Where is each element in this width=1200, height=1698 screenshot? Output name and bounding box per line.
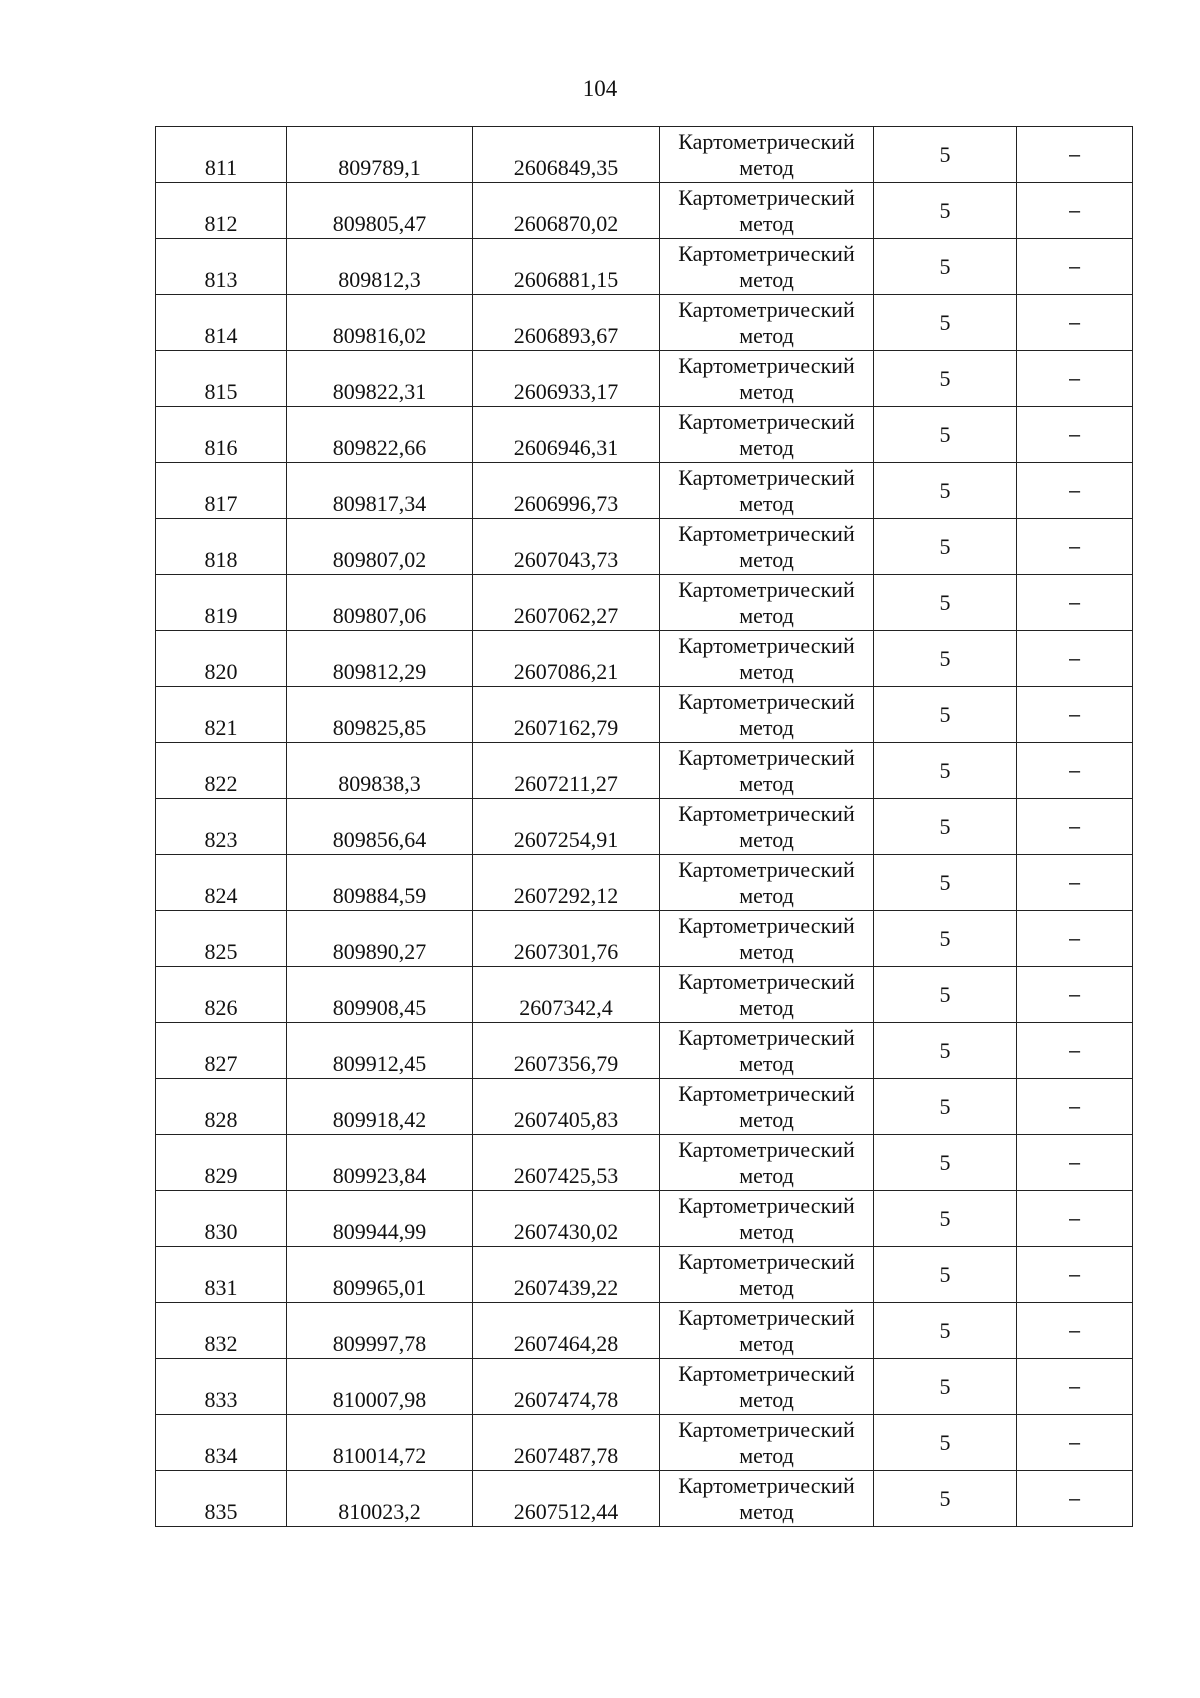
point-number-cell: 814 bbox=[156, 295, 287, 351]
table-row bbox=[156, 687, 1133, 743]
table-row bbox=[156, 1303, 1133, 1359]
method-label-line2: метод bbox=[739, 1498, 794, 1524]
method-cell bbox=[660, 1247, 874, 1303]
x-coordinate-cell: 809789,1 bbox=[287, 127, 473, 183]
y-coordinate-cell: 2607425,53 bbox=[473, 1135, 660, 1191]
method-cell bbox=[660, 855, 874, 911]
method-cell bbox=[660, 743, 874, 799]
method-cell bbox=[660, 239, 874, 295]
accuracy-cell: 5 bbox=[874, 519, 1017, 575]
table-row bbox=[156, 295, 1133, 351]
y-coordinate-cell: 2606893,67 bbox=[473, 295, 660, 351]
accuracy-cell: 5 bbox=[874, 799, 1017, 855]
method-label-line2: метод bbox=[739, 1050, 794, 1076]
method-label-line1: Картометрический bbox=[678, 408, 855, 434]
method-label-line2: метод bbox=[739, 1162, 794, 1188]
table-row bbox=[156, 239, 1133, 295]
accuracy-cell: 5 bbox=[874, 1359, 1017, 1415]
method-label-line1: Картометрический bbox=[678, 856, 855, 882]
y-coordinate-cell: 2606946,31 bbox=[473, 407, 660, 463]
table-row bbox=[156, 855, 1133, 911]
note-cell: – bbox=[1017, 631, 1133, 687]
y-coordinate-cell: 2607405,83 bbox=[473, 1079, 660, 1135]
y-coordinate-cell: 2606849,35 bbox=[473, 127, 660, 183]
method-cell bbox=[660, 519, 874, 575]
accuracy-cell: 5 bbox=[874, 911, 1017, 967]
method-label-line2: метод bbox=[739, 826, 794, 852]
y-coordinate-cell: 2607487,78 bbox=[473, 1415, 660, 1471]
point-number-cell: 833 bbox=[156, 1359, 287, 1415]
point-number-cell: 824 bbox=[156, 855, 287, 911]
x-coordinate-cell: 809918,42 bbox=[287, 1079, 473, 1135]
point-number-cell: 823 bbox=[156, 799, 287, 855]
point-number-cell: 831 bbox=[156, 1247, 287, 1303]
x-coordinate-cell: 810023,2 bbox=[287, 1471, 473, 1527]
accuracy-cell: 5 bbox=[874, 239, 1017, 295]
note-cell: – bbox=[1017, 295, 1133, 351]
method-label-line2: метод bbox=[739, 938, 794, 964]
x-coordinate-cell: 809908,45 bbox=[287, 967, 473, 1023]
accuracy-cell: 5 bbox=[874, 855, 1017, 911]
method-cell bbox=[660, 295, 874, 351]
method-label-line2: метод bbox=[739, 714, 794, 740]
method-cell bbox=[660, 463, 874, 519]
y-coordinate-cell: 2607474,78 bbox=[473, 1359, 660, 1415]
point-number-cell: 813 bbox=[156, 239, 287, 295]
accuracy-cell: 5 bbox=[874, 1415, 1017, 1471]
method-label-line2: метод bbox=[739, 602, 794, 628]
method-cell bbox=[660, 1471, 874, 1527]
method-cell bbox=[660, 1135, 874, 1191]
y-coordinate-cell: 2607342,4 bbox=[473, 967, 660, 1023]
x-coordinate-cell: 809805,47 bbox=[287, 183, 473, 239]
accuracy-cell: 5 bbox=[874, 575, 1017, 631]
table-row bbox=[156, 1247, 1133, 1303]
method-label-line1: Картометрический bbox=[678, 632, 855, 658]
table-row bbox=[156, 463, 1133, 519]
y-coordinate-cell: 2607292,12 bbox=[473, 855, 660, 911]
x-coordinate-cell: 809822,31 bbox=[287, 351, 473, 407]
method-label-line2: метод bbox=[739, 994, 794, 1020]
method-label-line2: метод bbox=[739, 1106, 794, 1132]
note-cell: – bbox=[1017, 519, 1133, 575]
accuracy-cell: 5 bbox=[874, 1471, 1017, 1527]
note-cell: – bbox=[1017, 1079, 1133, 1135]
x-coordinate-cell: 810007,98 bbox=[287, 1359, 473, 1415]
point-number-cell: 816 bbox=[156, 407, 287, 463]
note-cell: – bbox=[1017, 1023, 1133, 1079]
point-number-cell: 819 bbox=[156, 575, 287, 631]
accuracy-cell: 5 bbox=[874, 743, 1017, 799]
table-row bbox=[156, 1359, 1133, 1415]
method-cell bbox=[660, 911, 874, 967]
point-number-cell: 827 bbox=[156, 1023, 287, 1079]
x-coordinate-cell: 809817,34 bbox=[287, 463, 473, 519]
method-label-line2: метод bbox=[739, 882, 794, 908]
y-coordinate-cell: 2607439,22 bbox=[473, 1247, 660, 1303]
x-coordinate-cell: 809812,3 bbox=[287, 239, 473, 295]
method-label-line1: Картометрический bbox=[678, 688, 855, 714]
accuracy-cell: 5 bbox=[874, 1023, 1017, 1079]
note-cell: – bbox=[1017, 351, 1133, 407]
x-coordinate-cell: 809912,45 bbox=[287, 1023, 473, 1079]
point-number-cell: 812 bbox=[156, 183, 287, 239]
point-number-cell: 815 bbox=[156, 351, 287, 407]
method-label-line1: Картометрический bbox=[678, 912, 855, 938]
y-coordinate-cell: 2606881,15 bbox=[473, 239, 660, 295]
note-cell: – bbox=[1017, 183, 1133, 239]
note-cell: – bbox=[1017, 407, 1133, 463]
x-coordinate-cell: 809812,29 bbox=[287, 631, 473, 687]
point-number-cell: 826 bbox=[156, 967, 287, 1023]
point-number-cell: 832 bbox=[156, 1303, 287, 1359]
x-coordinate-cell: 809884,59 bbox=[287, 855, 473, 911]
x-coordinate-cell: 809825,85 bbox=[287, 687, 473, 743]
note-cell: – bbox=[1017, 855, 1133, 911]
table-row bbox=[156, 519, 1133, 575]
table-row bbox=[156, 407, 1133, 463]
point-number-cell: 822 bbox=[156, 743, 287, 799]
table-row bbox=[156, 911, 1133, 967]
method-label-line1: Картометрический bbox=[678, 1080, 855, 1106]
y-coordinate-cell: 2606870,02 bbox=[473, 183, 660, 239]
note-cell: – bbox=[1017, 1247, 1133, 1303]
method-label-line2: метод bbox=[739, 154, 794, 180]
coordinates-table bbox=[155, 126, 1133, 1527]
method-label-line2: метод bbox=[739, 434, 794, 460]
table-row bbox=[156, 351, 1133, 407]
accuracy-cell: 5 bbox=[874, 463, 1017, 519]
table-row bbox=[156, 1471, 1133, 1527]
y-coordinate-cell: 2607211,27 bbox=[473, 743, 660, 799]
y-coordinate-cell: 2607301,76 bbox=[473, 911, 660, 967]
y-coordinate-cell: 2607512,44 bbox=[473, 1471, 660, 1527]
method-label-line2: метод bbox=[739, 1218, 794, 1244]
accuracy-cell: 5 bbox=[874, 351, 1017, 407]
note-cell: – bbox=[1017, 967, 1133, 1023]
accuracy-cell: 5 bbox=[874, 127, 1017, 183]
note-cell: – bbox=[1017, 743, 1133, 799]
method-cell bbox=[660, 407, 874, 463]
method-label-line1: Картометрический bbox=[678, 1136, 855, 1162]
method-label-line1: Картометрический bbox=[678, 464, 855, 490]
method-cell bbox=[660, 967, 874, 1023]
method-label-line2: метод bbox=[739, 490, 794, 516]
accuracy-cell: 5 bbox=[874, 631, 1017, 687]
method-cell bbox=[660, 687, 874, 743]
point-number-cell: 820 bbox=[156, 631, 287, 687]
x-coordinate-cell: 809816,02 bbox=[287, 295, 473, 351]
accuracy-cell: 5 bbox=[874, 1303, 1017, 1359]
table-row bbox=[156, 1079, 1133, 1135]
method-cell bbox=[660, 1191, 874, 1247]
accuracy-cell: 5 bbox=[874, 1191, 1017, 1247]
accuracy-cell: 5 bbox=[874, 687, 1017, 743]
y-coordinate-cell: 2607062,27 bbox=[473, 575, 660, 631]
method-label-line2: метод bbox=[739, 1274, 794, 1300]
method-cell bbox=[660, 183, 874, 239]
method-label-line1: Картометрический bbox=[678, 1360, 855, 1386]
note-cell: – bbox=[1017, 1471, 1133, 1527]
x-coordinate-cell: 809856,64 bbox=[287, 799, 473, 855]
method-label-line1: Картометрический bbox=[678, 296, 855, 322]
accuracy-cell: 5 bbox=[874, 183, 1017, 239]
table-row bbox=[156, 967, 1133, 1023]
table-row bbox=[156, 1415, 1133, 1471]
y-coordinate-cell: 2606996,73 bbox=[473, 463, 660, 519]
method-label-line1: Картометрический bbox=[678, 968, 855, 994]
point-number-cell: 821 bbox=[156, 687, 287, 743]
method-label-line1: Картометрический bbox=[678, 184, 855, 210]
method-label-line1: Картометрический bbox=[678, 1024, 855, 1050]
point-number-cell: 825 bbox=[156, 911, 287, 967]
table-row bbox=[156, 1023, 1133, 1079]
y-coordinate-cell: 2607043,73 bbox=[473, 519, 660, 575]
method-label-line2: метод bbox=[739, 322, 794, 348]
method-label-line2: метод bbox=[739, 210, 794, 236]
x-coordinate-cell: 809807,02 bbox=[287, 519, 473, 575]
y-coordinate-cell: 2607464,28 bbox=[473, 1303, 660, 1359]
accuracy-cell: 5 bbox=[874, 1135, 1017, 1191]
point-number-cell: 828 bbox=[156, 1079, 287, 1135]
table-row bbox=[156, 743, 1133, 799]
accuracy-cell: 5 bbox=[874, 407, 1017, 463]
point-number-cell: 835 bbox=[156, 1471, 287, 1527]
x-coordinate-cell: 809944,99 bbox=[287, 1191, 473, 1247]
note-cell: – bbox=[1017, 1135, 1133, 1191]
note-cell: – bbox=[1017, 1191, 1133, 1247]
method-cell bbox=[660, 351, 874, 407]
point-number-cell: 818 bbox=[156, 519, 287, 575]
accuracy-cell: 5 bbox=[874, 1247, 1017, 1303]
table-row bbox=[156, 575, 1133, 631]
point-number-cell: 811 bbox=[156, 127, 287, 183]
method-label-line2: метод bbox=[739, 546, 794, 572]
point-number-cell: 834 bbox=[156, 1415, 287, 1471]
x-coordinate-cell: 809890,27 bbox=[287, 911, 473, 967]
method-label-line2: метод bbox=[739, 658, 794, 684]
method-label-line1: Картометрический bbox=[678, 240, 855, 266]
method-label-line2: метод bbox=[739, 1330, 794, 1356]
accuracy-cell: 5 bbox=[874, 1079, 1017, 1135]
accuracy-cell: 5 bbox=[874, 295, 1017, 351]
table-row bbox=[156, 127, 1133, 183]
y-coordinate-cell: 2606933,17 bbox=[473, 351, 660, 407]
point-number-cell: 829 bbox=[156, 1135, 287, 1191]
x-coordinate-cell: 809923,84 bbox=[287, 1135, 473, 1191]
method-label-line1: Картометрический bbox=[678, 1472, 855, 1498]
method-label-line1: Картометрический bbox=[678, 128, 855, 154]
note-cell: – bbox=[1017, 127, 1133, 183]
method-cell bbox=[660, 1079, 874, 1135]
y-coordinate-cell: 2607356,79 bbox=[473, 1023, 660, 1079]
x-coordinate-cell: 809997,78 bbox=[287, 1303, 473, 1359]
note-cell: – bbox=[1017, 687, 1133, 743]
y-coordinate-cell: 2607430,02 bbox=[473, 1191, 660, 1247]
page-number: 104 bbox=[582, 76, 618, 101]
note-cell: – bbox=[1017, 1415, 1133, 1471]
method-label-line1: Картометрический bbox=[678, 352, 855, 378]
method-label-line1: Картометрический bbox=[678, 576, 855, 602]
point-number-cell: 830 bbox=[156, 1191, 287, 1247]
method-cell bbox=[660, 1359, 874, 1415]
method-label-line1: Картометрический bbox=[678, 520, 855, 546]
note-cell: – bbox=[1017, 911, 1133, 967]
table-row bbox=[156, 799, 1133, 855]
note-cell: – bbox=[1017, 463, 1133, 519]
method-cell bbox=[660, 127, 874, 183]
method-label-line2: метод bbox=[739, 378, 794, 404]
point-number-cell: 817 bbox=[156, 463, 287, 519]
note-cell: – bbox=[1017, 1303, 1133, 1359]
method-label-line2: метод bbox=[739, 770, 794, 796]
x-coordinate-cell: 809822,66 bbox=[287, 407, 473, 463]
method-label-line2: метод bbox=[739, 1386, 794, 1412]
table-row bbox=[156, 183, 1133, 239]
note-cell: – bbox=[1017, 239, 1133, 295]
method-label-line1: Картометрический bbox=[678, 1304, 855, 1330]
method-cell bbox=[660, 1415, 874, 1471]
x-coordinate-cell: 809838,3 bbox=[287, 743, 473, 799]
method-label-line1: Картометрический bbox=[678, 1248, 855, 1274]
coordinates-table-body bbox=[156, 127, 1133, 1527]
x-coordinate-cell: 810014,72 bbox=[287, 1415, 473, 1471]
method-label-line1: Картометрический bbox=[678, 744, 855, 770]
method-label-line1: Картометрический bbox=[678, 1192, 855, 1218]
table-row bbox=[156, 1135, 1133, 1191]
x-coordinate-cell: 809965,01 bbox=[287, 1247, 473, 1303]
method-label-line2: метод bbox=[739, 1442, 794, 1468]
method-label-line2: метод bbox=[739, 266, 794, 292]
note-cell: – bbox=[1017, 1359, 1133, 1415]
y-coordinate-cell: 2607086,21 bbox=[473, 631, 660, 687]
table-row bbox=[156, 631, 1133, 687]
method-cell bbox=[660, 1303, 874, 1359]
table-row bbox=[156, 1191, 1133, 1247]
accuracy-cell: 5 bbox=[874, 967, 1017, 1023]
method-cell bbox=[660, 1023, 874, 1079]
method-cell bbox=[660, 575, 874, 631]
method-label-line1: Картометрический bbox=[678, 800, 855, 826]
note-cell: – bbox=[1017, 575, 1133, 631]
y-coordinate-cell: 2607162,79 bbox=[473, 687, 660, 743]
note-cell: – bbox=[1017, 799, 1133, 855]
method-label-line1: Картометрический bbox=[678, 1416, 855, 1442]
method-cell bbox=[660, 799, 874, 855]
y-coordinate-cell: 2607254,91 bbox=[473, 799, 660, 855]
method-cell bbox=[660, 631, 874, 687]
x-coordinate-cell: 809807,06 bbox=[287, 575, 473, 631]
